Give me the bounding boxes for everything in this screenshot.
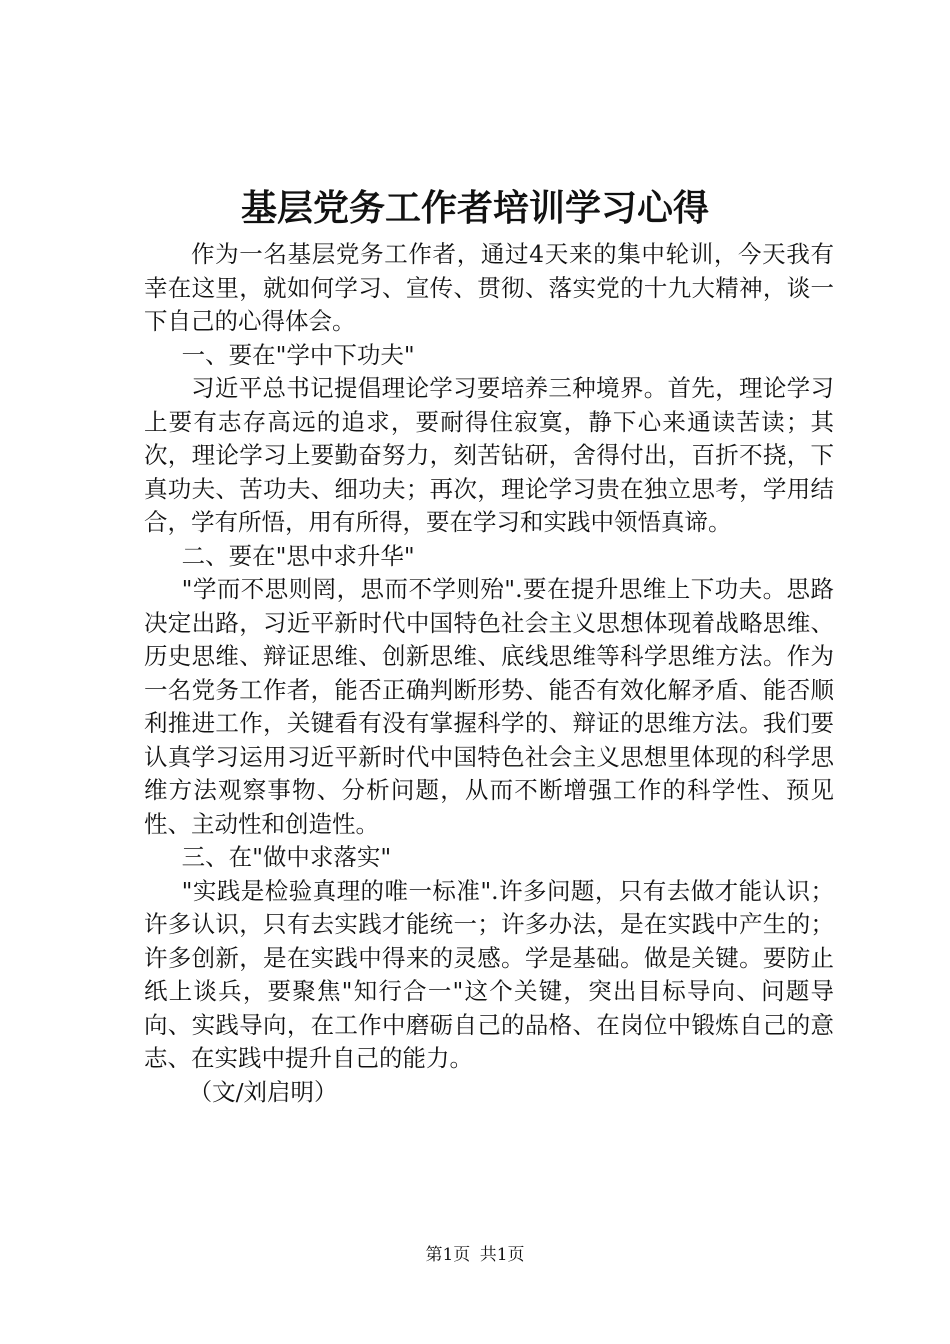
- paragraph-section-1: 习近平总书记提倡理论学习要培养三种境界。首先，理论学习上要有志存高远的追求，要耐得住寂寞，静下心来通读苦读；其次，理论学习上要勤奋努力，刻苦钻研，舍得付出，百折不挠，下真功夫、苦功夫、细功夫；再次，理论学习贵在独立思考，学用结合，学有所悟，用有所得，要在学习和实践中领悟真谛。: [144, 374, 834, 536]
- paragraph-section-2: "学而不思则罔，思而不学则殆".要在提升思维上下功夫。思路决定出路，习近平新时代中国特色社会主义思想体现着战略思维、历史思维、辩证思维、创新思维、底线思维等科学思维方法。作为一名党务工作者，能否正确判断形势、能否有效化解矛盾、能否顺利推进工作，关键看有没有掌握科学的、辩证的思维方法。我们要认真学习运用习近平新时代中国特色社会主义思想里体现的科学思维方法观察事物、分析问题，从而不断增强工作的科学性、预见性、主动性和创造性。: [144, 575, 834, 838]
- paragraph-intro: 作为一名基层党务工作者，通过4天来的集中轮训，今天我有幸在这里，就如何学习、宣传、贯彻、落实党的十九大精神，谈一下自己的心得体会。: [144, 240, 834, 335]
- paragraph-section-3: "实践是检验真理的唯一标准".许多问题，只有去做才能认识；许多认识，只有去实践才能统一；许多办法，是在实践中产生的；许多创新，是在实践中得来的灵感。学是基础。做是关键。要防止纸上谈兵，要聚焦"知行合一"这个关键，突出目标导向、问题导向、实践导向，在工作中磨砺自己的品格、在岗位中锻炼自己的意志、在实践中提升自己的能力。: [144, 876, 834, 1072]
- section-heading-2: 二、要在"思中求升华": [181, 541, 415, 570]
- page-footer: 第1页 共1页: [425, 1245, 525, 1265]
- document-title: 基层党务工作者培训学习心得: [240, 187, 709, 229]
- author-attribution: （文/刘启明）: [188, 1077, 338, 1106]
- section-heading-1: 一、要在"学中下功夫": [181, 340, 415, 369]
- document-body: [144, 238, 834, 1109]
- section-heading-3: 三、在"做中求落实": [181, 843, 392, 871]
